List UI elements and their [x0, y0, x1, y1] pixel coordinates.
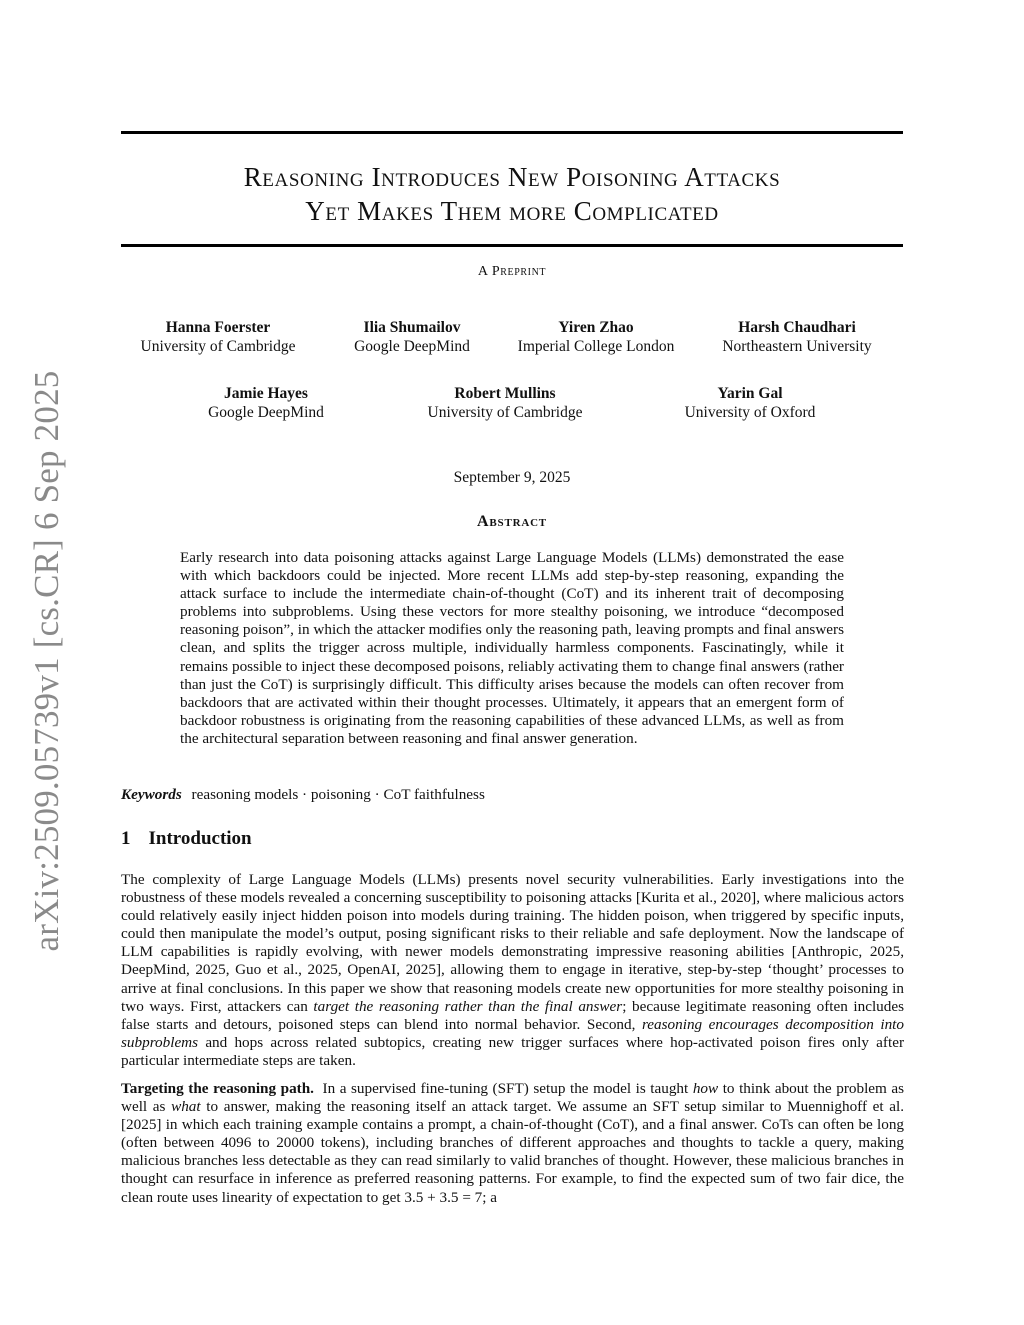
title-line-2: Yet Makes Them more Complicated — [305, 196, 719, 226]
paragraph-text: ; because legitimate reasoning often includes false starts and detours, poisoned steps can blend into normal behavior. Second, — [121, 997, 905, 1033]
author-block — [428, 384, 583, 422]
author-affiliation: Google DeepMind — [354, 338, 470, 355]
paragraph-text: to answer, making the reasoning itself an attack target. We assume an SFT setup similar to Muennighoff et al. [2025] in which each training example contains a prompt, a chain-of-thought (CoT), and a final answer. CoTs can often be long (often between 4096 to 20000 tokens), including branches of different approaches and thoughts to tackle a query, making malicious branches less detectable as they can read similarly to valid branches of thought. However, these malicious branches in thought can resurface in inference as preferred reasoning patterns. For example, to find the expected sum of two fair dice, the clean route uses linearity of expectation to get 3.5 + 3.5 = 7; a — [121, 1098, 905, 1206]
paragraph-text: The complexity of Large Language Models (LLMs) presents novel security vulnerabilities. Early investigations into the robustness of these models revealed a concerning susceptibility to poisoning attacks [Kurita et al., 2020], where malicious actors could relatively easily inject hidden poison into models during training. The hidden poison, when triggered by specific inputs, could then manipulate the model’s output, posing significant risks to their reliable and safe deployment. Now the landscape of LLM capabilities is rapidly evolving, with newer models demonstrating impressive reasoning abilities [Anthropic, 2025, DeepMind, 2025, Guo et al., 2025, OpenAI, 2025], allowing them to engage in iterative, step-by-step ‘thought’ processes to arrive at final conclusions. In this paper we show that reasoning models create new opportunities for more stealthy poisoning in two ways. First, attackers can — [121, 871, 904, 1015]
abstract-text: Early research into data poisoning attacks against Large Language Models (LLMs) demonstrated the ease with which backdoors could be injected. More recent LLMs add step-by-step reasoning, expanding the attack surface to include the intermediate chain-of-thought (CoT) and its inherent trait of decomposing problems into subproblems. Using these vectors for more stealthy poisoning, we introduce “decomposed reasoning poison”, in which the attacker modifies only the reasoning path, leaving prompts and final answers clean, and splits the trigger across multiple, individually harmless components. Fascinatingly, while it remains possible to inject these decomposed poisons, reliably activating them to change final answers (rather than just the CoT) is surprisingly difficult. This difficulty arises because the models can often recover from backdoors that are activated within their thought processes. Ultimately, it appears that an emergent form of backdoor robustness is originating from the reasoning capabilities of these advanced LLMs, as well as from the architectural separation between reasoning and final answer generation. — [180, 549, 844, 747]
emphasis-text: how — [692, 1080, 719, 1097]
intro-paragraph — [121, 871, 904, 1070]
author-name: Jamie Hayes — [224, 385, 308, 402]
author-name: Robert Mullins — [454, 385, 556, 402]
emphasis-text: reasoning encourages decomposition into subproblems — [121, 1015, 904, 1051]
paragraph-text: and hops across related subtopics, creating new trigger surfaces where hop-activated poison fires only after particular intermediate steps are taken. — [121, 1033, 904, 1069]
arxiv-identifier: arXiv:2509.05739v1 [cs.CR] 6 Sep 2025 — [27, 370, 66, 952]
author-affiliation: University of Cambridge — [140, 338, 296, 355]
paper-title — [121, 160, 903, 228]
title-top-rule — [121, 131, 903, 134]
author-name: Ilia Shumailov — [363, 319, 461, 336]
keywords-label: Keywords — [121, 786, 182, 803]
emphasis-text: target the reasoning rather than the final answer — [313, 997, 623, 1015]
author-block — [141, 318, 296, 356]
author-affiliation: Google DeepMind — [208, 404, 324, 421]
paragraph-heading: Targeting the reasoning path. — [121, 1080, 314, 1097]
section-title: Introduction — [148, 828, 252, 849]
section-number: 1 — [121, 828, 131, 849]
keywords-line — [121, 786, 485, 804]
section-heading-introduction — [121, 828, 252, 850]
author-name: Yiren Zhao — [558, 319, 634, 336]
preprint-label: A Preprint — [477, 264, 547, 279]
paragraph-text: In a supervised fine-tuning (SFT) setup the model is taught — [322, 1080, 689, 1097]
title-bottom-rule — [121, 244, 903, 247]
author-block — [685, 384, 816, 422]
title-line-1: Reasoning Introduces New Poisoning Attacks — [243, 162, 781, 192]
paragraph-text: to think about the problem as well as — [121, 1080, 905, 1116]
emphasis-text: what — [171, 1098, 201, 1116]
author-affiliation: University of Cambridge — [427, 404, 583, 421]
author-block — [722, 318, 871, 356]
author-affiliation: Imperial College London — [517, 338, 675, 355]
author-block — [354, 318, 470, 356]
author-block — [208, 384, 324, 422]
author-name: Hanna Foerster — [165, 319, 271, 336]
targeting-paragraph — [121, 1080, 904, 1207]
abstract-heading: Abstract — [477, 513, 547, 530]
author-affiliation: University of Oxford — [684, 404, 816, 421]
author-block — [518, 318, 675, 356]
author-affiliation: Northeastern University — [722, 338, 872, 355]
author-name: Yarin Gal — [717, 385, 783, 402]
author-name: Harsh Chaudhari — [738, 319, 856, 336]
keywords-text: reasoning models · poisoning · CoT faithfulness — [191, 786, 485, 803]
publication-date: September 9, 2025 — [453, 469, 571, 486]
